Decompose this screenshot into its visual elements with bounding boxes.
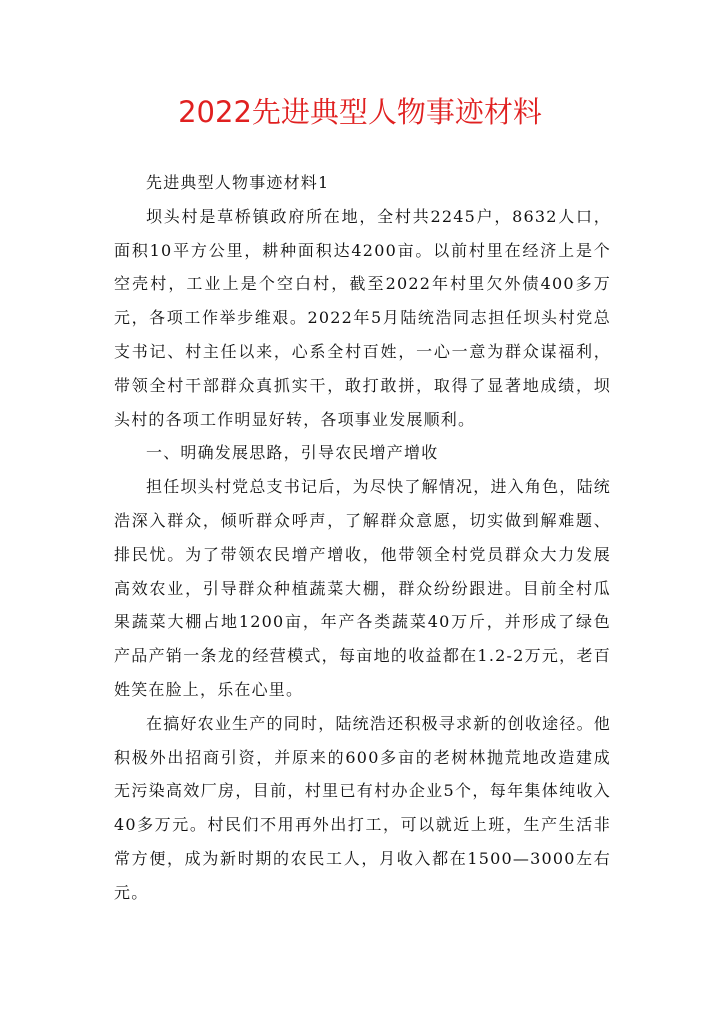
paragraph-section-label: 先进典型人物事迹材料1 [146,173,330,192]
paragraph-heading-1: 一、明确发展思路，引导农民增产增收 [146,443,439,463]
paragraph-body-1: 担任坝头村党总支书记后，为尽快了解情况，进入角色，陆统浩深入群众，倾听群众呼声，了解群众意愿，切实做到解难题、排民忧。为了带领农民增产增收，他带领全村党员群众大力发展高效农业，引导群众种植蔬菜大棚，群众纷纷跟进。目前全村瓜果蔬菜大棚占地1200亩，年产各类蔬菜40万斤，并形成了绿色产品产销一条龙的经营模式，每亩地的收益都在1.2-2万元，老百姓笑在脸上，乐在心里。 [114,477,611,699]
paragraph-body-2: 在搞好农业生产的同时，陆统浩还积极寻求新的创收途径。他积极外出招商引资，并原来的600多亩的老树林抛荒地改造建成无污染高效厂房，目前，村里已有村办企业5个，每年集体纯收入40多万元。村民们不用再外出打工，可以就近上班，生产生活非常方便，成为新时期的农民工人，月收入都在1500—3000左右元。 [114,713,611,902]
document-body [114,166,611,910]
paragraph-intro: 坝头村是草桥镇政府所在地，全村共2245户，8632人口，面积10平方公里，耕种面积达4200亩。以前村里在经济上是个空壳村，工业上是个空白村，截至2022年村里欠外债400多万元，各项工作举步维艰。2022年5月陆统浩同志担任坝头村党总支书记、村主任以来，心系全村百姓，一心一意为群众谋福利，带领全村干部群众真抓实干，敢打敢拼，取得了显著地成绩，坝头村的各项工作明显好转，各项事业发展顺利。 [114,206,611,429]
document-title: 2022先进典型人物事迹材料 [178,95,542,129]
